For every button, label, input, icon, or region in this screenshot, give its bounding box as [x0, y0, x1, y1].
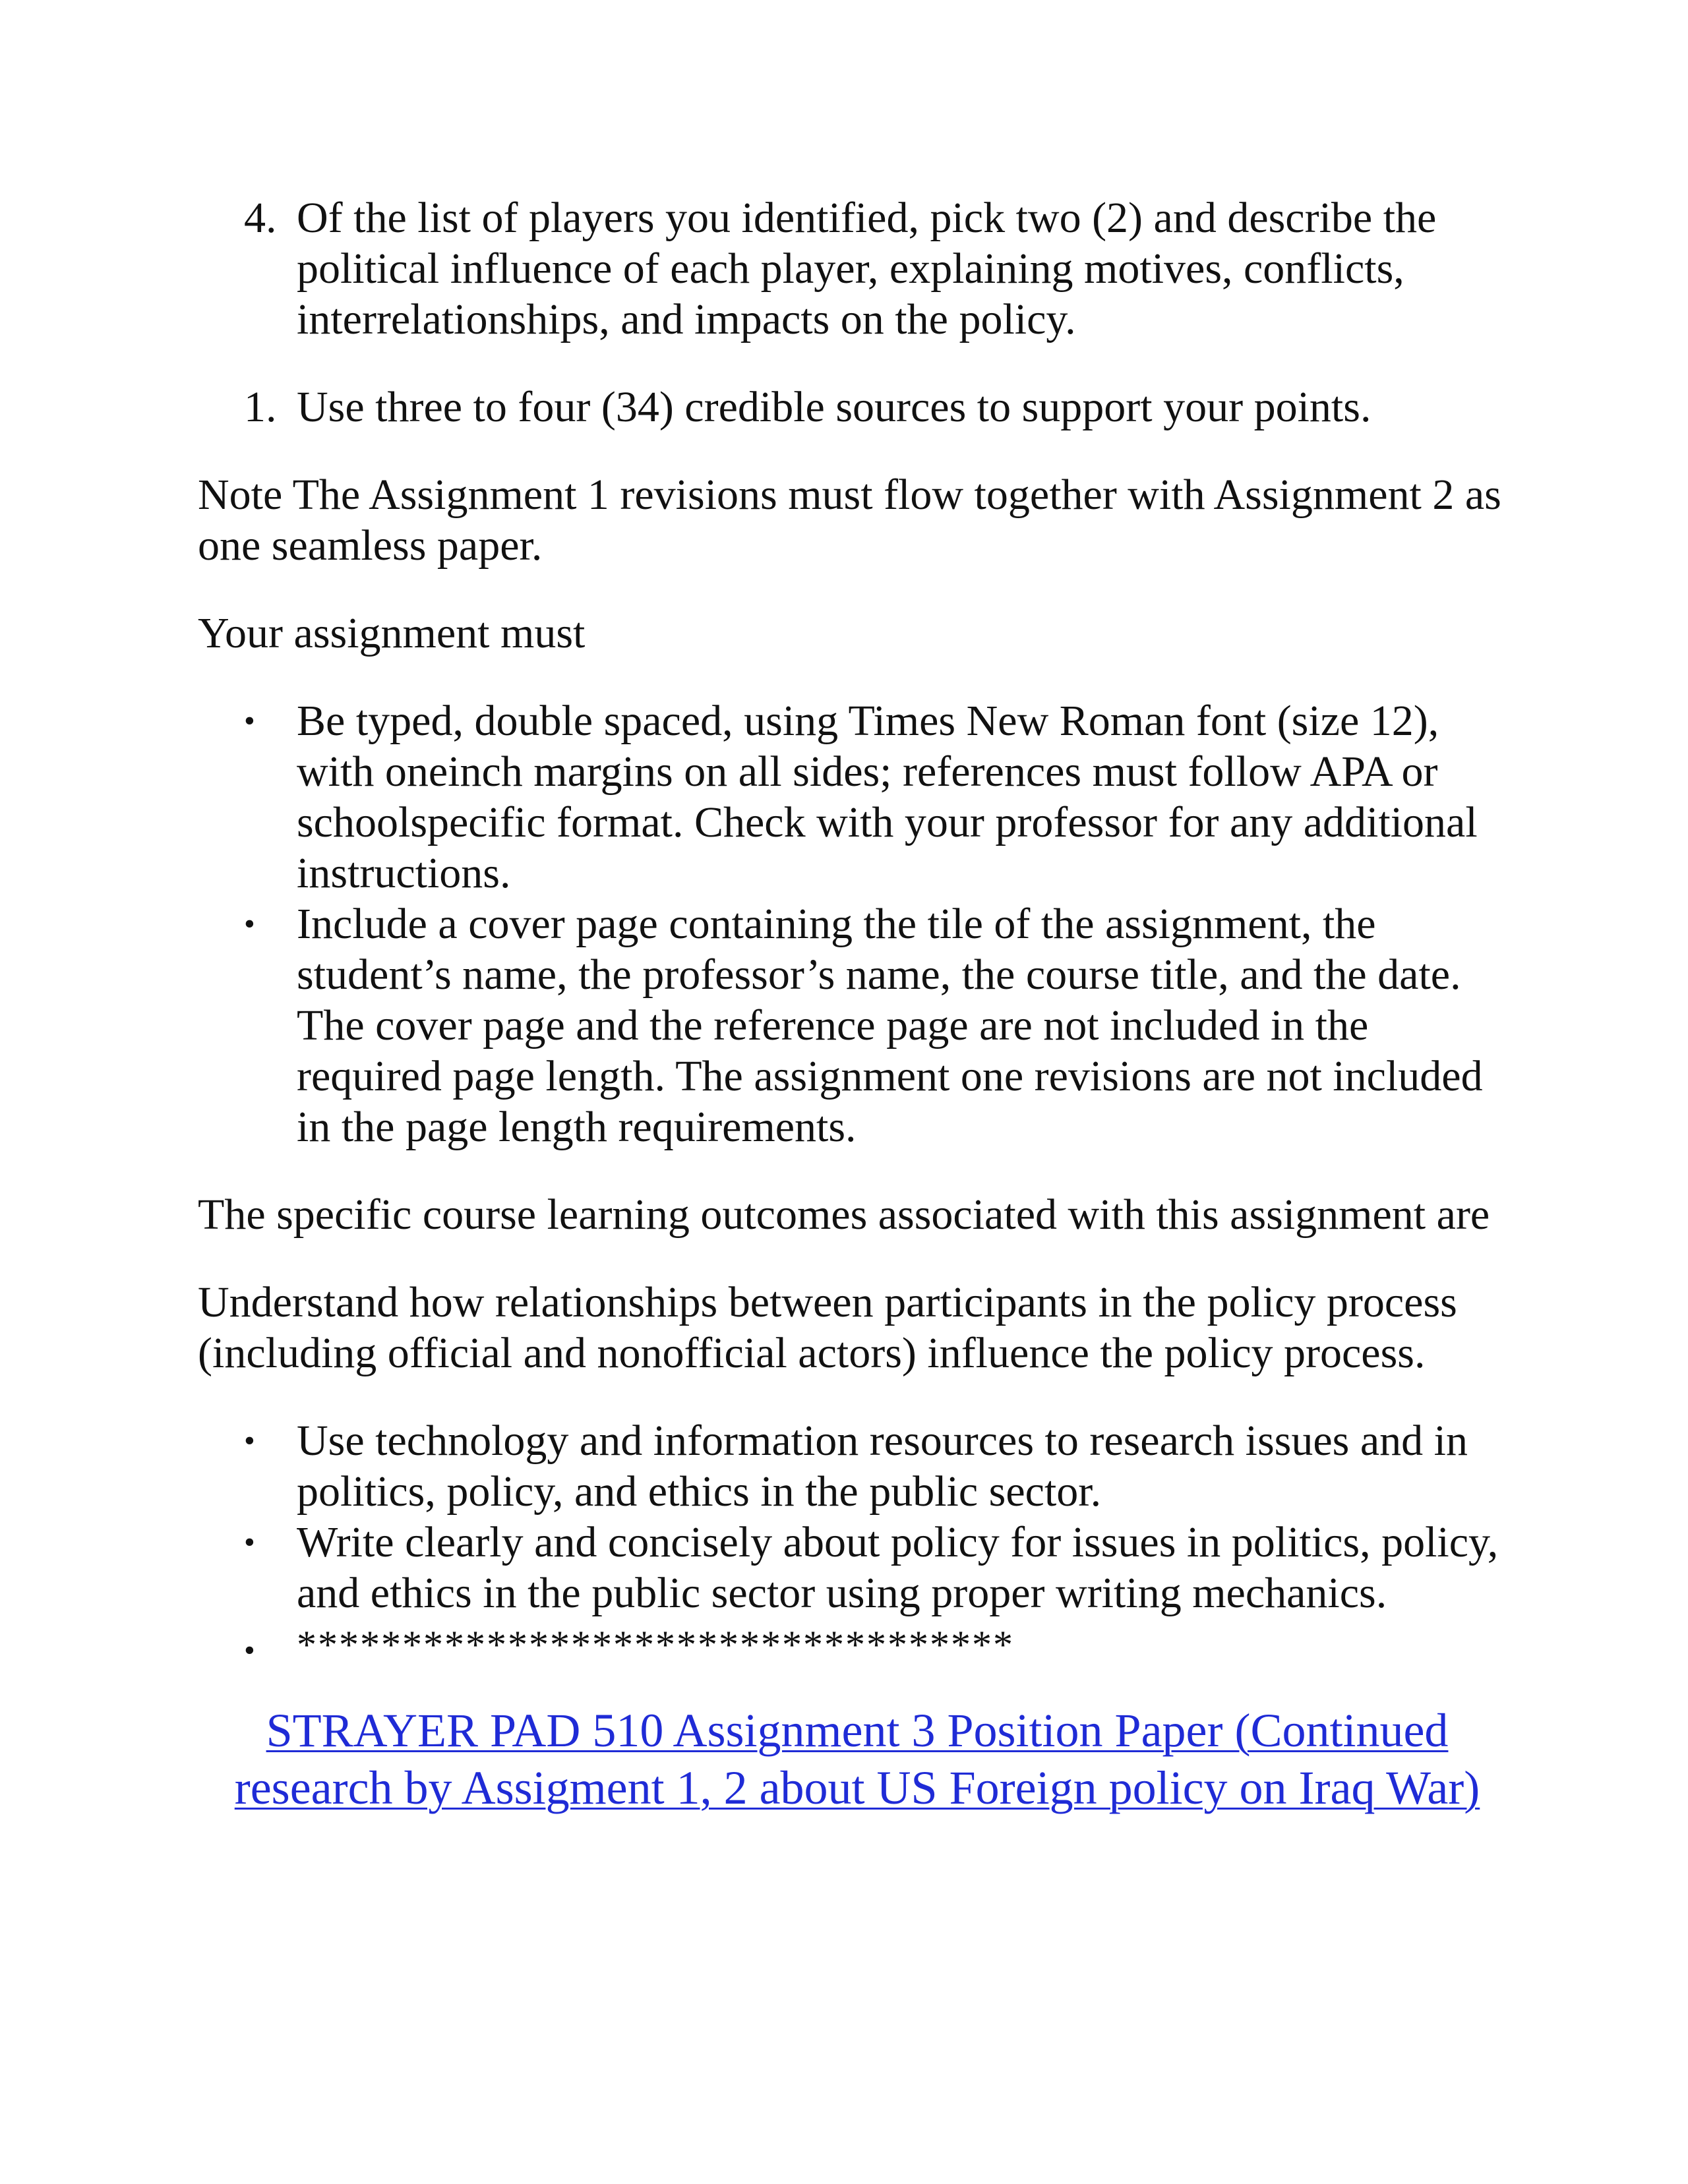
document-page [198, 192, 1517, 1817]
bullet-icon: • [244, 1525, 255, 1560]
numbered-item-text: Of the list of players you identified, pick two (2) and describe the political influence of each player, explaining motives, conflicts, interrelationships, and impacts on the policy. [297, 194, 1437, 343]
list-item-text: Write clearly and concisely about policy for issues in politics, policy, and ethics in the public sector using proper writing mechanics. [297, 1518, 1499, 1617]
requirements-list [198, 695, 1517, 1152]
requirements-intro: Your assignment must [198, 609, 586, 657]
note-paragraph: Note The Assignment 1 revisions must flow together with Assignment 2 as one seamless paper. [198, 471, 1501, 570]
list-item [198, 1517, 1517, 1618]
list-number: 1. [244, 383, 277, 431]
outcomes-list [198, 1415, 1517, 1670]
bullet-icon: • [244, 1423, 255, 1458]
separator-stars: ********************************** [297, 1623, 1014, 1667]
numbered-item-text: Use three to four (34) credible sources to support your points. [297, 383, 1372, 431]
outcomes-intro: The specific course learning outcomes associated with this assignment are [198, 1191, 1490, 1239]
assignment-link[interactable]: STRAYER PAD 510 Assignment 3 Position Paper (Continued research by Assigment 1, 2 about US Foreign policy on Iraq War) [234, 1704, 1480, 1814]
list-item [198, 1618, 1517, 1670]
list-number: 4. [244, 194, 277, 242]
list-item-text: Use technology and information resources to research issues and in politics, policy, and ethics in the public sector. [297, 1417, 1468, 1516]
bullet-icon: • [244, 703, 255, 738]
list-item [198, 695, 1517, 899]
bullet-icon: • [244, 1633, 255, 1668]
list-item-text: Be typed, double spaced, using Times New Roman font (size 12), with oneinch margins on all sides; references must follow APA or schoolspecific format. Check with your professor for any additional instructions. [297, 697, 1478, 897]
outcome-main: Understand how relationships between participants in the policy process (including official and nonofficial actors) influence the policy process. [198, 1278, 1457, 1377]
list-item-text: Include a cover page containing the tile of the assignment, the student’s name, the professor’s name, the course title, and the date. The cover page and the reference page are not included in the required page length. The assignment one revisions are not included in the page length requirements. [297, 900, 1483, 1151]
bullet-icon: • [244, 906, 255, 941]
list-item [198, 1415, 1517, 1517]
list-item [198, 899, 1517, 1152]
numbered-item-1 [198, 382, 1517, 432]
numbered-item-4 [198, 192, 1517, 345]
